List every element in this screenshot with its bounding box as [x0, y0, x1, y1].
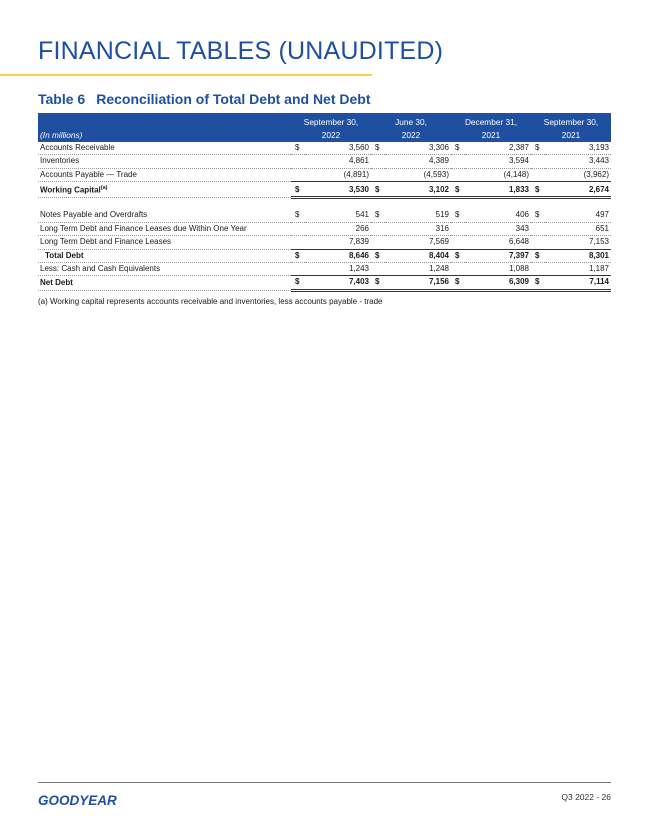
- page-title: FINANCIAL TABLES (UNAUDITED): [38, 37, 444, 65]
- table-row: Accounts Receivable $ 3,560 $ 3,306 $ 2,387 $ 3,193: [38, 142, 611, 155]
- table-number: Table 6: [38, 91, 86, 107]
- currency-symbol: $: [371, 276, 385, 290]
- column-header: December 31,: [451, 113, 531, 129]
- table-row: Accounts Payable — Trade (4,891) (4,593) (4,148) (3,962): [38, 168, 611, 181]
- column-year: 2022: [371, 129, 451, 142]
- column-header: June 30,: [371, 113, 451, 129]
- table-row-working-capital: Working Capital$^{(a)}$ $ 3,530 $ 3,102 $ 1,833 $ 2,674: [38, 182, 611, 198]
- units-label: (In millions): [38, 129, 291, 142]
- table-row: Long Term Debt and Finance Leases due Within One Year 266 316 343 651: [38, 222, 611, 235]
- reconciliation-table: [38, 113, 611, 292]
- goodyear-logo: [38, 792, 138, 813]
- currency-symbol: $: [291, 209, 305, 222]
- table-title-text: Reconciliation of Total Debt and Net Debt: [96, 91, 371, 107]
- currency-symbol: $: [451, 249, 465, 262]
- currency-symbol: $: [451, 276, 465, 290]
- currency-symbol: $: [371, 182, 385, 198]
- footnote: (a) Working capital represents accounts receivable and inventories, less accounts payable - trade: [38, 297, 383, 306]
- table-title: [38, 91, 371, 107]
- column-year: 2021: [451, 129, 531, 142]
- footer-divider: [38, 782, 611, 783]
- currency-symbol: $: [291, 249, 305, 262]
- column-year: 2022: [291, 129, 371, 142]
- column-year: 2021: [531, 129, 611, 142]
- column-header: September 30,: [291, 113, 371, 129]
- table-row: Less: Cash and Cash Equivalents 1,243 1,248 1,088 1,187: [38, 262, 611, 275]
- table-row: Inventories 4,861 4,389 3,594 3,443: [38, 155, 611, 168]
- header-row-2: [38, 129, 611, 142]
- currency-symbol: $: [371, 209, 385, 222]
- currency-symbol: $: [531, 209, 545, 222]
- currency-symbol: $: [531, 276, 545, 290]
- currency-symbol: $: [451, 209, 465, 222]
- currency-symbol: $: [451, 182, 465, 198]
- currency-symbol: $: [451, 142, 465, 155]
- table-row: Long Term Debt and Finance Leases 7,839 7,569 6,648 7,153: [38, 236, 611, 249]
- title-underline: [0, 74, 372, 76]
- currency-symbol: $: [531, 182, 545, 198]
- header-row-1: [38, 113, 611, 129]
- currency-symbol: $: [371, 142, 385, 155]
- currency-symbol: $: [291, 182, 305, 198]
- column-header: September 30,: [531, 113, 611, 129]
- currency-symbol: $: [531, 249, 545, 262]
- page-number: Q3 2022 - 26: [561, 792, 611, 802]
- currency-symbol: $: [291, 142, 305, 155]
- currency-symbol: $: [371, 249, 385, 262]
- table-row-total-debt: Total Debt $ 8,646 $ 8,404 $ 7,397 $ 8,301: [38, 249, 611, 262]
- currency-symbol: $: [531, 142, 545, 155]
- currency-symbol: $: [291, 276, 305, 290]
- table-row: Notes Payable and Overdrafts $ 541 $ 519 $ 406 $ 497: [38, 209, 611, 222]
- table-row-net-debt: Net Debt $ 7,403 $ 7,156 $ 6,309 $ 7,114: [38, 276, 611, 290]
- footnote-marker: (a): [100, 185, 108, 192]
- logo-text: GOODYEAR: [38, 793, 117, 808]
